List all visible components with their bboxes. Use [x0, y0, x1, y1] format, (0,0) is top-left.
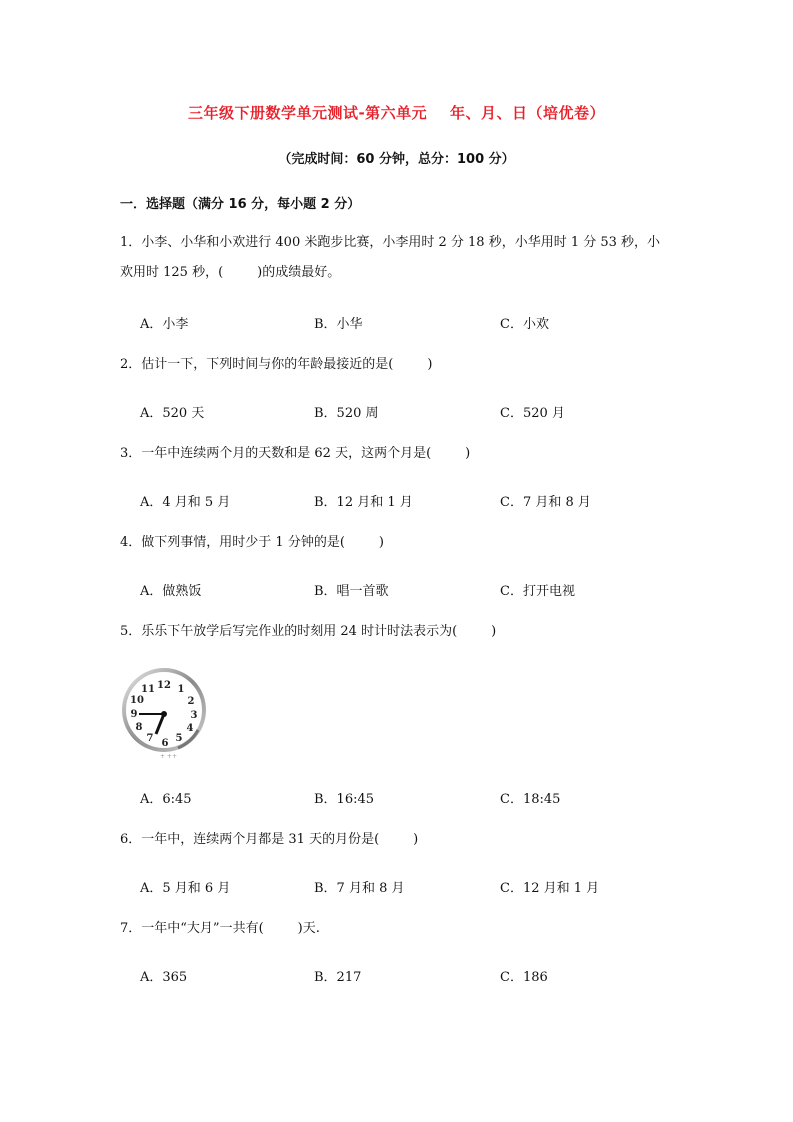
svg-text:11: 11	[141, 684, 155, 695]
clock-image	[120, 668, 212, 760]
svg-text:3: 3	[190, 710, 198, 721]
question-7-options	[140, 966, 660, 986]
option-b[interactable]: B．唱一首歌	[314, 584, 389, 599]
option-b[interactable]: B．小华	[314, 317, 363, 332]
option-b[interactable]: B．16:45	[314, 792, 375, 807]
question-4-options	[140, 580, 660, 600]
option-a[interactable]: A．6:45	[140, 792, 192, 807]
option-a[interactable]: A．520 天	[140, 406, 205, 421]
question-3-options	[140, 491, 660, 511]
svg-text:4: 4	[186, 723, 194, 734]
svg-text:2: 2	[187, 696, 195, 707]
option-a[interactable]: A．365	[140, 970, 188, 985]
option-a[interactable]: A．小李	[140, 317, 189, 332]
option-c[interactable]: C．186	[500, 970, 548, 985]
question-5-options	[140, 788, 660, 808]
option-b[interactable]: B．7 月和 8 月	[314, 881, 405, 896]
option-b[interactable]: B．520 周	[314, 406, 379, 421]
option-c[interactable]: C．520 月	[500, 406, 565, 421]
svg-text:8: 8	[135, 722, 143, 733]
question-2: 2．估计一下，下列时间与你的年龄最接近的是( )	[120, 357, 433, 372]
option-a[interactable]: A．4 月和 5 月	[140, 495, 231, 510]
option-b[interactable]: B．217	[314, 970, 362, 985]
svg-text:5: 5	[175, 733, 183, 744]
question-6: 6．一年中，连续两个月都是 31 天的月份是( )	[120, 832, 419, 847]
option-c[interactable]: C．12 月和 1 月	[500, 881, 600, 896]
question-1-line-2: 欢用时 125 秒，( )的成绩最好。	[120, 265, 341, 280]
page-subtitle: （完成时间：60 分钟，总分：100 分）	[278, 152, 515, 167]
question-3: 3．一年中连续两个月的天数和是 62 天，这两个月是( )	[120, 446, 471, 461]
svg-text:12: 12	[157, 680, 171, 691]
svg-text:6: 6	[161, 738, 169, 749]
svg-text:10: 10	[130, 695, 144, 706]
option-b[interactable]: B．12 月和 1 月	[314, 495, 413, 510]
section-heading: 一．选择题（满分 16 分，每小题 2 分）	[120, 197, 361, 212]
question-1	[120, 228, 680, 288]
question-4: 4．做下列事情，用时少于 1 分钟的是( )	[120, 535, 384, 550]
option-a[interactable]: A．5 月和 6 月	[140, 881, 231, 896]
question-1-line-1: 1．小李、小华和小欢进行 400 米跑步比赛，小李用时 2 分 18 秒，小华用时 1 分 53 秒，小	[120, 235, 661, 250]
option-c[interactable]: C．小欢	[500, 317, 549, 332]
question-1-options	[140, 313, 660, 333]
page-title: 三年级下册数学单元测试-第六单元 年、月、日（培优卷）	[187, 104, 606, 122]
question-6-options	[140, 877, 660, 897]
svg-text:9: 9	[130, 709, 138, 720]
svg-text:1: 1	[177, 684, 185, 695]
option-c[interactable]: C．18:45	[500, 792, 561, 807]
clock-icon	[120, 668, 212, 760]
option-c[interactable]: C．打开电视	[500, 584, 575, 599]
svg-text:7: 7	[146, 733, 154, 744]
question-2-options	[140, 402, 660, 422]
question-5: 5．乐乐下午放学后写完作业的时刻用 24 时计时法表示为( )	[120, 624, 497, 639]
option-c[interactable]: C．7 月和 8 月	[500, 495, 591, 510]
question-7: 7．一年中“大月”一共有( )天.	[120, 921, 320, 936]
svg-text:+ ++: + ++	[160, 753, 177, 760]
option-a[interactable]: A．做熟饭	[140, 584, 202, 599]
